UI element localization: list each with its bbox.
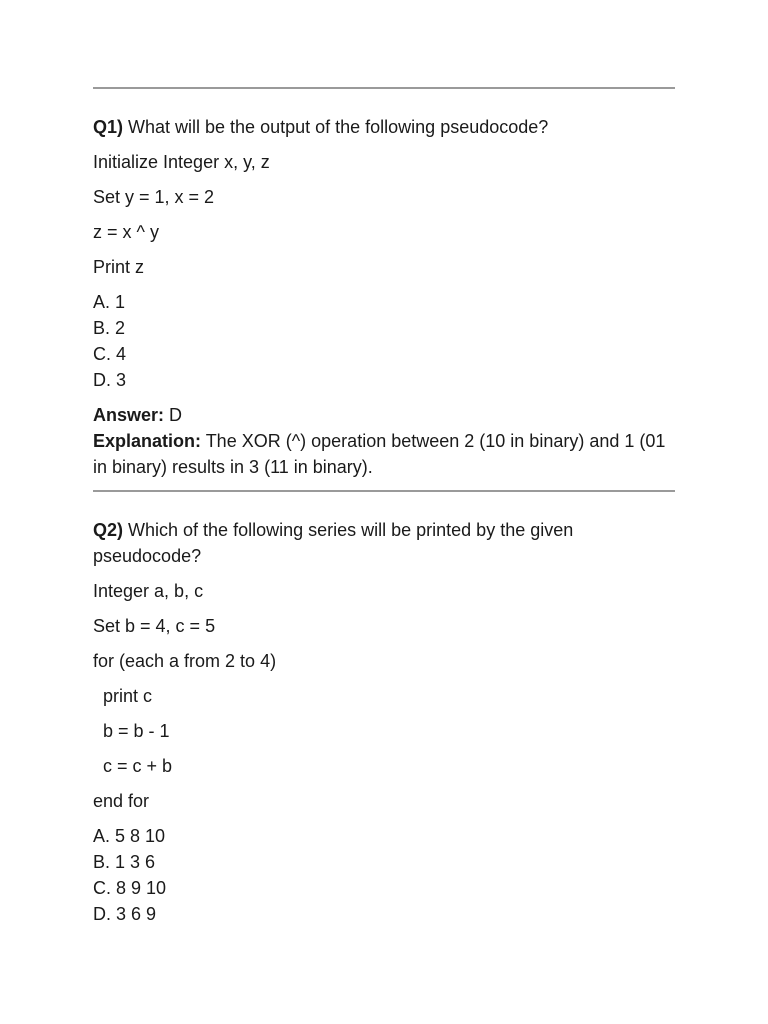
question-1 — [93, 114, 675, 480]
answer — [93, 402, 675, 428]
question-2-options — [93, 823, 675, 927]
option-d: D. 3 6 9 — [93, 904, 157, 924]
option-b: B. 1 3 6 — [93, 852, 156, 872]
question-1-prompt: What will be the output of the following pseudocode? — [123, 117, 549, 137]
option-a: A. 5 8 10 — [93, 826, 166, 846]
option-c: C. 4 — [93, 344, 127, 364]
code-line: Initialize Integer x, y, z — [93, 152, 270, 172]
explanation-label: Explanation: — [93, 431, 202, 451]
question-1-text — [93, 114, 675, 140]
option-d: D. 3 — [93, 370, 127, 390]
code-line: end for — [93, 791, 150, 811]
option-c: C. 8 9 10 — [93, 878, 167, 898]
code-line: print c — [103, 686, 153, 706]
option-a: A. 1 — [93, 292, 126, 312]
answer-label: Answer: — [93, 405, 165, 425]
question-2 — [93, 517, 675, 927]
question-1-label: Q1) — [93, 117, 124, 137]
explanation — [93, 428, 675, 480]
question-2-prompt: Which of the following series will be printed by the given pseudocode? — [93, 520, 579, 566]
question-2-label: Q2) — [93, 520, 124, 540]
code-line: Set b = 4, c = 5 — [93, 616, 216, 636]
explanation-text: The XOR (^) operation between 2 (10 in binary) and 1 (01 in binary) results in 3 (11 in binary). — [93, 431, 671, 477]
horizontal-divider — [93, 87, 675, 89]
code-line: c = c + b — [103, 756, 173, 776]
code-line: z = x ^ y — [93, 222, 159, 242]
code-line: Integer a, b, c — [93, 581, 204, 601]
code-line: b = b - 1 — [103, 721, 170, 741]
code-line: for (each a from 2 to 4) — [93, 651, 277, 671]
horizontal-divider — [93, 490, 675, 492]
question-2-text — [93, 517, 675, 569]
question-1-options — [93, 289, 675, 393]
option-b: B. 2 — [93, 318, 126, 338]
code-line: Set y = 1, x = 2 — [93, 187, 215, 207]
answer-value: D — [164, 405, 183, 425]
code-line: Print z — [93, 257, 145, 277]
